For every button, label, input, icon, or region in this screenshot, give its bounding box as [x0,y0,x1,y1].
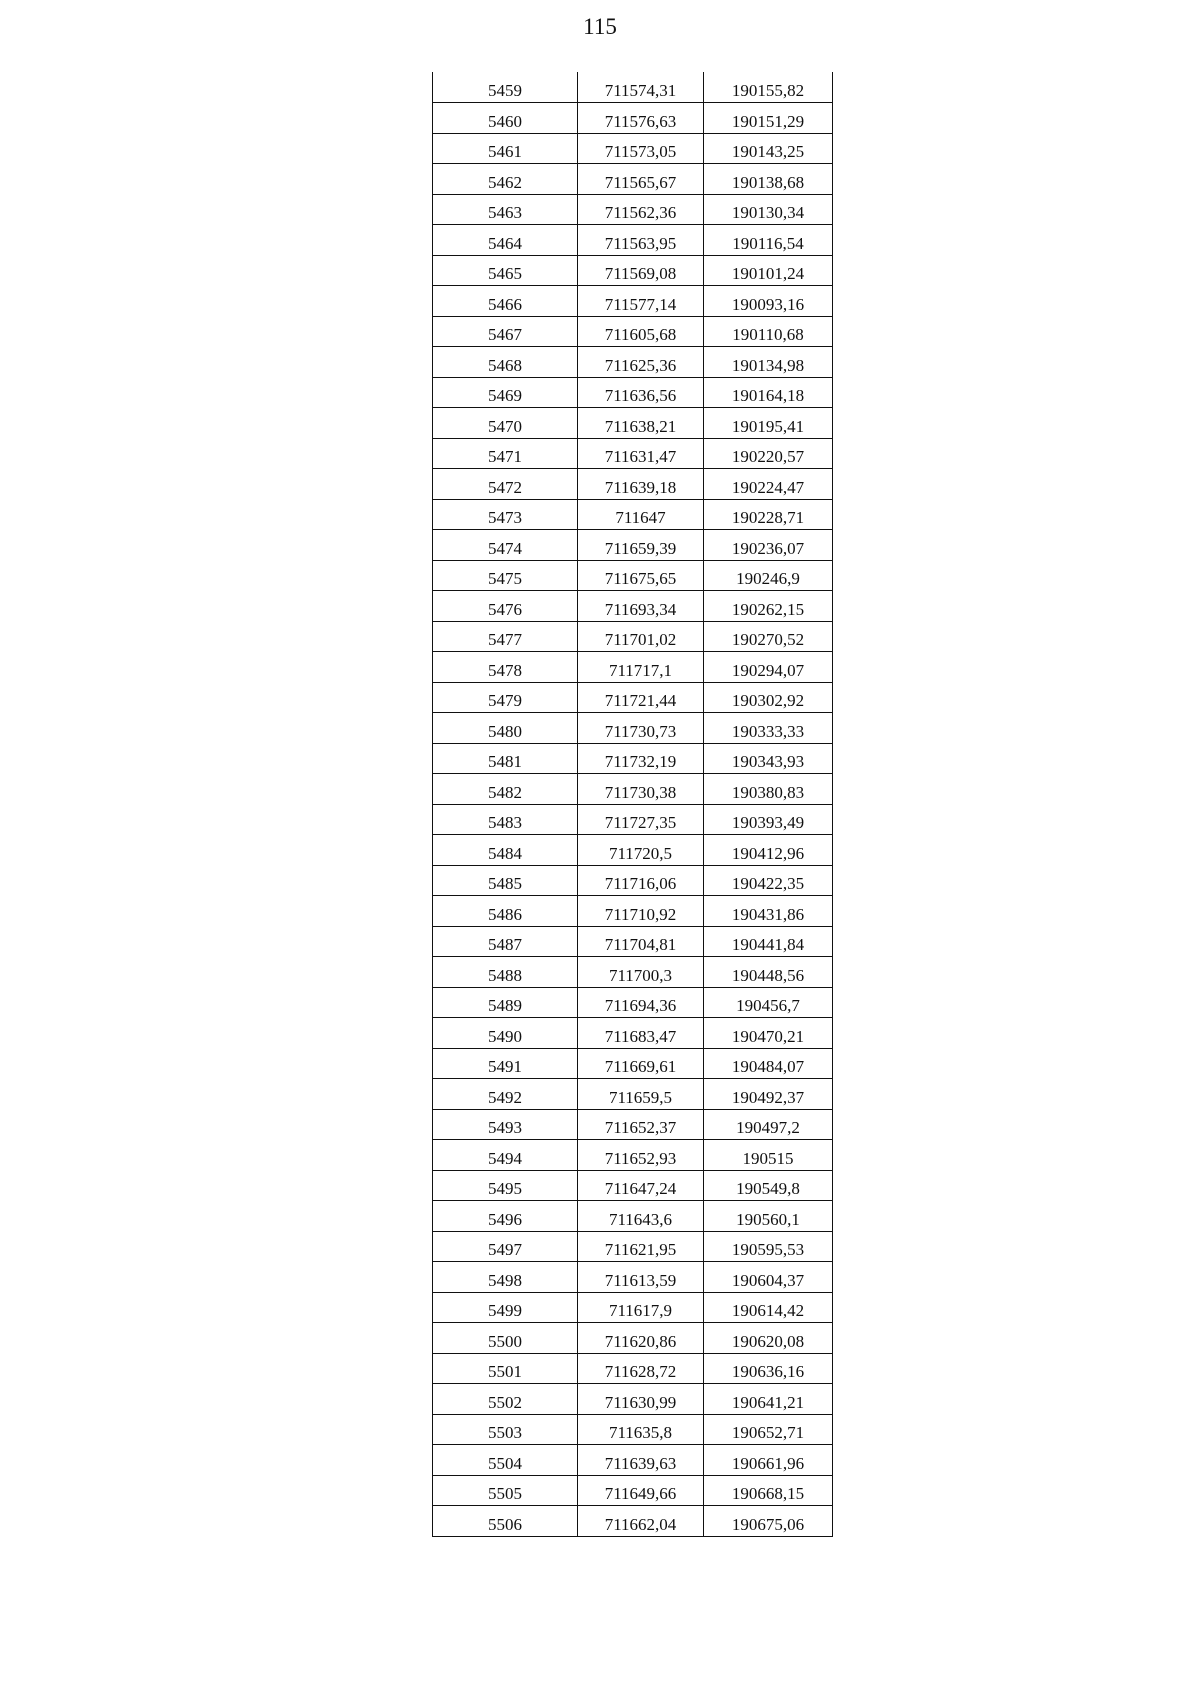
point-number-cell: 5484 [433,835,578,866]
y-coordinate-cell: 190431,86 [704,896,833,927]
point-number-cell: 5459 [433,72,578,103]
table-row [433,957,833,988]
table-row [433,347,833,378]
point-number-cell: 5478 [433,652,578,683]
y-coordinate-cell: 190294,07 [704,652,833,683]
table-row [433,896,833,927]
y-coordinate-cell: 190393,49 [704,804,833,835]
x-coordinate-cell: 711716,06 [578,865,704,896]
table-row [433,926,833,957]
table-row [433,987,833,1018]
point-number-cell: 5470 [433,408,578,439]
x-coordinate-cell: 711717,1 [578,652,704,683]
x-coordinate-cell: 711662,04 [578,1506,704,1537]
point-number-cell: 5461 [433,133,578,164]
y-coordinate-cell: 190641,21 [704,1384,833,1415]
x-coordinate-cell: 711730,73 [578,713,704,744]
x-coordinate-cell: 711639,63 [578,1445,704,1476]
point-number-cell: 5479 [433,682,578,713]
point-number-cell: 5477 [433,621,578,652]
y-coordinate-cell: 190101,24 [704,255,833,286]
y-coordinate-cell: 190224,47 [704,469,833,500]
x-coordinate-cell: 711683,47 [578,1018,704,1049]
x-coordinate-cell: 711613,59 [578,1262,704,1293]
y-coordinate-cell: 190270,52 [704,621,833,652]
y-coordinate-cell: 190246,9 [704,560,833,591]
y-coordinate-cell: 190164,18 [704,377,833,408]
y-coordinate-cell: 190456,7 [704,987,833,1018]
x-coordinate-cell: 711730,38 [578,774,704,805]
x-coordinate-cell: 711652,93 [578,1140,704,1171]
table-row [433,133,833,164]
y-coordinate-cell: 190138,68 [704,164,833,195]
x-coordinate-cell: 711617,9 [578,1292,704,1323]
point-number-cell: 5473 [433,499,578,530]
point-number-cell: 5492 [433,1079,578,1110]
table-row [433,1262,833,1293]
x-coordinate-cell: 711631,47 [578,438,704,469]
y-coordinate-cell: 190595,53 [704,1231,833,1262]
point-number-cell: 5500 [433,1323,578,1354]
table-row [433,1414,833,1445]
table-row [433,255,833,286]
y-coordinate-cell: 190262,15 [704,591,833,622]
y-coordinate-cell: 190195,41 [704,408,833,439]
table-row [433,1140,833,1171]
x-coordinate-cell: 711659,39 [578,530,704,561]
point-number-cell: 5493 [433,1109,578,1140]
x-coordinate-cell: 711569,08 [578,255,704,286]
x-coordinate-cell: 711563,95 [578,225,704,256]
point-number-cell: 5503 [433,1414,578,1445]
y-coordinate-cell: 190492,37 [704,1079,833,1110]
table-row [433,682,833,713]
table-row [433,499,833,530]
table-row [433,1475,833,1506]
coordinates-table-body [433,72,833,1536]
x-coordinate-cell: 711701,02 [578,621,704,652]
y-coordinate-cell: 190422,35 [704,865,833,896]
y-coordinate-cell: 190302,92 [704,682,833,713]
x-coordinate-cell: 711649,66 [578,1475,704,1506]
point-number-cell: 5497 [433,1231,578,1262]
x-coordinate-cell: 711573,05 [578,133,704,164]
point-number-cell: 5468 [433,347,578,378]
y-coordinate-cell: 190620,08 [704,1323,833,1354]
point-number-cell: 5498 [433,1262,578,1293]
x-coordinate-cell: 711636,56 [578,377,704,408]
table-row [433,1201,833,1232]
y-coordinate-cell: 190110,68 [704,316,833,347]
y-coordinate-cell: 190143,25 [704,133,833,164]
x-coordinate-cell: 711605,68 [578,316,704,347]
table-row [433,1323,833,1354]
point-number-cell: 5499 [433,1292,578,1323]
x-coordinate-cell: 711694,36 [578,987,704,1018]
x-coordinate-cell: 711669,61 [578,1048,704,1079]
point-number-cell: 5490 [433,1018,578,1049]
table-row [433,1079,833,1110]
table-row [433,164,833,195]
table-row [433,377,833,408]
point-number-cell: 5485 [433,865,578,896]
table-row [433,72,833,103]
table-row [433,225,833,256]
y-coordinate-cell: 190636,16 [704,1353,833,1384]
y-coordinate-cell: 190560,1 [704,1201,833,1232]
point-number-cell: 5460 [433,103,578,134]
table-row [433,1506,833,1537]
y-coordinate-cell: 190497,2 [704,1109,833,1140]
y-coordinate-cell: 190333,33 [704,713,833,744]
table-row [433,530,833,561]
point-number-cell: 5469 [433,377,578,408]
page-number: 115 [583,14,617,39]
x-coordinate-cell: 711732,19 [578,743,704,774]
y-coordinate-cell: 190448,56 [704,957,833,988]
table-row [433,469,833,500]
table-row [433,621,833,652]
x-coordinate-cell: 711720,5 [578,835,704,866]
y-coordinate-cell: 190515 [704,1140,833,1171]
point-number-cell: 5504 [433,1445,578,1476]
x-coordinate-cell: 711647,24 [578,1170,704,1201]
x-coordinate-cell: 711639,18 [578,469,704,500]
x-coordinate-cell: 711721,44 [578,682,704,713]
table-row [433,194,833,225]
y-coordinate-cell: 190412,96 [704,835,833,866]
point-number-cell: 5494 [433,1140,578,1171]
point-number-cell: 5465 [433,255,578,286]
table-row [433,713,833,744]
x-coordinate-cell: 711630,99 [578,1384,704,1415]
table-row [433,408,833,439]
x-coordinate-cell: 711710,92 [578,896,704,927]
table-row [433,804,833,835]
point-number-cell: 5486 [433,896,578,927]
y-coordinate-cell: 190093,16 [704,286,833,317]
y-coordinate-cell: 190604,37 [704,1262,833,1293]
x-coordinate-cell: 711635,8 [578,1414,704,1445]
y-coordinate-cell: 190614,42 [704,1292,833,1323]
y-coordinate-cell: 190470,21 [704,1018,833,1049]
point-number-cell: 5495 [433,1170,578,1201]
x-coordinate-cell: 711675,65 [578,560,704,591]
x-coordinate-cell: 711628,72 [578,1353,704,1384]
y-coordinate-cell: 190236,07 [704,530,833,561]
point-number-cell: 5475 [433,560,578,591]
table-row [433,103,833,134]
y-coordinate-cell: 190343,93 [704,743,833,774]
point-number-cell: 5501 [433,1353,578,1384]
x-coordinate-cell: 711693,34 [578,591,704,622]
point-number-cell: 5491 [433,1048,578,1079]
point-number-cell: 5488 [433,957,578,988]
point-number-cell: 5480 [433,713,578,744]
point-number-cell: 5476 [433,591,578,622]
point-number-cell: 5474 [433,530,578,561]
point-number-cell: 5466 [433,286,578,317]
x-coordinate-cell: 711620,86 [578,1323,704,1354]
point-number-cell: 5489 [433,987,578,1018]
point-number-cell: 5472 [433,469,578,500]
x-coordinate-cell: 711576,63 [578,103,704,134]
point-number-cell: 5481 [433,743,578,774]
x-coordinate-cell: 711638,21 [578,408,704,439]
x-coordinate-cell: 711621,95 [578,1231,704,1262]
table-row [433,1109,833,1140]
y-coordinate-cell: 190441,84 [704,926,833,957]
table-row [433,1445,833,1476]
point-number-cell: 5482 [433,774,578,805]
table-row [433,652,833,683]
table-row [433,591,833,622]
x-coordinate-cell: 711574,31 [578,72,704,103]
y-coordinate-cell: 190155,82 [704,72,833,103]
x-coordinate-cell: 711704,81 [578,926,704,957]
y-coordinate-cell: 190116,54 [704,225,833,256]
y-coordinate-cell: 190134,98 [704,347,833,378]
point-number-cell: 5496 [433,1201,578,1232]
x-coordinate-cell: 711625,36 [578,347,704,378]
x-coordinate-cell: 711577,14 [578,286,704,317]
table-row [433,1384,833,1415]
y-coordinate-cell: 190220,57 [704,438,833,469]
coordinates-table [432,72,833,1537]
x-coordinate-cell: 711727,35 [578,804,704,835]
table-row [433,1170,833,1201]
point-number-cell: 5464 [433,225,578,256]
y-coordinate-cell: 190484,07 [704,1048,833,1079]
point-number-cell: 5463 [433,194,578,225]
y-coordinate-cell: 190380,83 [704,774,833,805]
table-row [433,316,833,347]
y-coordinate-cell: 190652,71 [704,1414,833,1445]
table-row [433,1018,833,1049]
x-coordinate-cell: 711647 [578,499,704,530]
x-coordinate-cell: 711700,3 [578,957,704,988]
table-row [433,743,833,774]
table-row [433,1048,833,1079]
x-coordinate-cell: 711562,36 [578,194,704,225]
table-row [433,865,833,896]
table-row [433,835,833,866]
x-coordinate-cell: 711565,67 [578,164,704,195]
point-number-cell: 5467 [433,316,578,347]
table-row [433,286,833,317]
point-number-cell: 5471 [433,438,578,469]
table-row [433,1292,833,1323]
point-number-cell: 5502 [433,1384,578,1415]
y-coordinate-cell: 190151,29 [704,103,833,134]
table-row [433,774,833,805]
y-coordinate-cell: 190661,96 [704,1445,833,1476]
table-row [433,438,833,469]
y-coordinate-cell: 190549,8 [704,1170,833,1201]
point-number-cell: 5483 [433,804,578,835]
x-coordinate-cell: 711643,6 [578,1201,704,1232]
table-row [433,1231,833,1262]
y-coordinate-cell: 190668,15 [704,1475,833,1506]
y-coordinate-cell: 190130,34 [704,194,833,225]
x-coordinate-cell: 711652,37 [578,1109,704,1140]
table-row [433,1353,833,1384]
x-coordinate-cell: 711659,5 [578,1079,704,1110]
point-number-cell: 5506 [433,1506,578,1537]
y-coordinate-cell: 190228,71 [704,499,833,530]
point-number-cell: 5487 [433,926,578,957]
y-coordinate-cell: 190675,06 [704,1506,833,1537]
point-number-cell: 5462 [433,164,578,195]
table-row [433,560,833,591]
point-number-cell: 5505 [433,1475,578,1506]
